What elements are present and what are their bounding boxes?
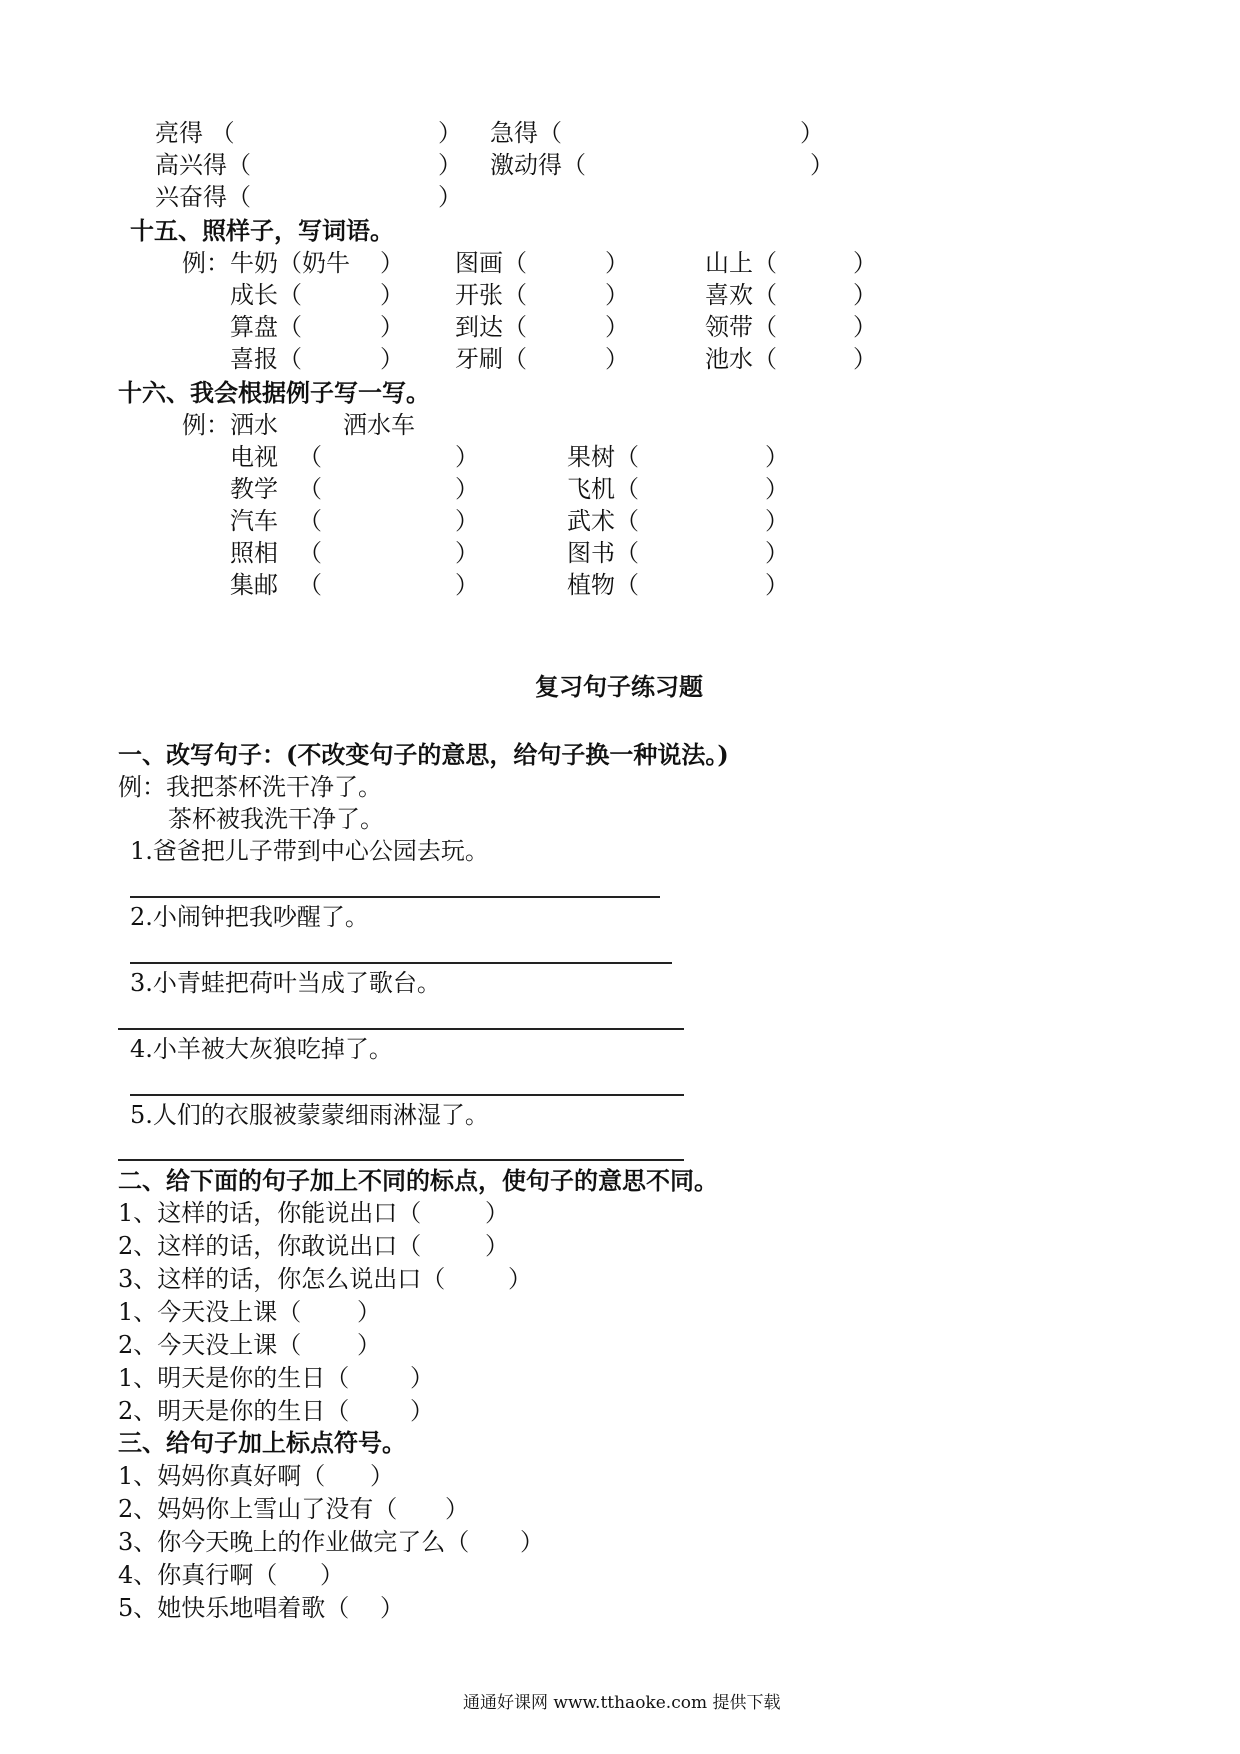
paren-close: ） — [455, 539, 479, 567]
paren-close: ） — [438, 183, 462, 211]
paren-close: ） — [455, 571, 479, 599]
word-item: 成长（ — [230, 281, 302, 309]
de-word: 亮得 （ — [155, 119, 235, 147]
part-1-title: 一、改写句子：(不改变句子的意思，给句子换一种说法。) — [118, 740, 729, 769]
paren-close: ） — [380, 249, 404, 277]
word-item: 果树（ — [567, 443, 639, 471]
punct-item: 3、你今天晚上的作业做完了么（ — [118, 1528, 470, 1556]
paren-open: （ — [298, 507, 322, 535]
example-sentence: 例：我把茶杯洗干净了。 — [118, 773, 382, 801]
paren-close: ） — [380, 345, 404, 373]
page-title: 复习句子练习题 — [535, 672, 703, 701]
paren-open: （ — [298, 571, 322, 599]
punct-item: 1、今天没上课（ — [118, 1298, 302, 1326]
paren-close: ） — [438, 151, 462, 179]
word-item: 喜欢（ — [705, 281, 777, 309]
word-item: 喜报（ — [230, 345, 302, 373]
paren-close: ） — [410, 1397, 434, 1425]
word-item: 山上（ — [705, 249, 777, 277]
paren-close: ） — [765, 539, 789, 567]
paren-close: ） — [853, 281, 877, 309]
word-item: 集邮 — [230, 571, 278, 599]
answer-line[interactable] — [118, 1159, 684, 1161]
paren-close: ） — [455, 507, 479, 535]
word-item: 牙刷（ — [455, 345, 527, 373]
word-item: 电视 — [230, 443, 278, 471]
answer-line[interactable] — [130, 896, 660, 898]
rewrite-item: 4.小羊被大灰狼吃掉了。 — [130, 1035, 393, 1063]
de-word: 激动得（ — [490, 151, 586, 179]
punct-item: 5、她快乐地唱着歌（ — [118, 1594, 350, 1622]
word-item: 领带（ — [705, 313, 777, 341]
answer-line[interactable] — [130, 962, 672, 964]
paren-close: ） — [455, 475, 479, 503]
word-item: 算盘（ — [230, 313, 302, 341]
rewrite-item: 1.爸爸把儿子带到中心公园去玩。 — [130, 837, 489, 865]
section-16-title: 十六、我会根据例子写一写。 — [118, 378, 430, 407]
word-item: 教学 — [230, 475, 278, 503]
paren-close: ） — [410, 1364, 434, 1392]
paren-open: （ — [298, 475, 322, 503]
part-3-title: 三、给句子加上标点符号。 — [118, 1428, 406, 1457]
word-item: 池水（ — [705, 345, 777, 373]
paren-close: ） — [485, 1199, 509, 1227]
example-rewrite: 茶杯被我洗干净了。 — [168, 805, 384, 833]
paren-close: ） — [357, 1331, 381, 1359]
punct-item: 2、妈妈你上雪山了没有（ — [118, 1495, 398, 1523]
punct-item: 2、今天没上课（ — [118, 1331, 302, 1359]
paren-close: ） — [853, 249, 877, 277]
example-answer: 洒水车 — [343, 411, 415, 439]
paren-close: ） — [445, 1495, 469, 1523]
paren-close: ） — [800, 119, 824, 147]
paren-close: ） — [320, 1561, 344, 1589]
paren-close: ） — [605, 281, 629, 309]
paren-close: ） — [853, 345, 877, 373]
paren-close: ） — [810, 151, 834, 179]
punct-item: 1、明天是你的生日（ — [118, 1364, 350, 1392]
answer-line[interactable] — [130, 1094, 684, 1096]
punct-item: 1、这样的话，你能说出口（ — [118, 1199, 422, 1227]
paren-close: ） — [520, 1528, 544, 1556]
paren-close: ） — [380, 281, 404, 309]
paren-close: ） — [765, 475, 789, 503]
word-item: 图书（ — [567, 539, 639, 567]
paren-close: ） — [357, 1298, 381, 1326]
paren-close: ） — [370, 1462, 394, 1490]
paren-close: ） — [380, 313, 404, 341]
paren-close: ） — [605, 249, 629, 277]
paren-close: ） — [605, 345, 629, 373]
word-item: 牛奶（奶牛 — [230, 249, 350, 277]
paren-close: ） — [455, 443, 479, 471]
paren-close: ） — [485, 1232, 509, 1260]
de-word: 急得（ — [490, 119, 562, 147]
de-word: 高兴得（ — [155, 151, 251, 179]
word-item: 到达（ — [455, 313, 527, 341]
word-item: 武术（ — [567, 507, 639, 535]
paren-close: ） — [508, 1265, 532, 1293]
example-word: 例：洒水 — [182, 411, 278, 439]
footer-text: 通通好课网 www.tthaoke.com 提供下载 — [463, 1693, 781, 1713]
paren-open: （ — [298, 539, 322, 567]
paren-close: ） — [765, 507, 789, 535]
word-item: 照相 — [230, 539, 278, 567]
paren-close: ） — [605, 313, 629, 341]
punct-item: 4、你真行啊（ — [118, 1561, 278, 1589]
word-item: 汽车 — [230, 507, 278, 535]
rewrite-item: 2.小闹钟把我吵醒了。 — [130, 903, 369, 931]
punct-item: 3、这样的话，你怎么说出口（ — [118, 1265, 446, 1293]
rewrite-item: 5.人们的衣服被蒙蒙细雨淋湿了。 — [130, 1101, 489, 1129]
paren-close: ） — [853, 313, 877, 341]
word-item: 图画（ — [455, 249, 527, 277]
paren-close: ） — [380, 1594, 404, 1622]
punct-item: 2、这样的话，你敢说出口（ — [118, 1232, 422, 1260]
section-15-title: 十五、照样子，写词语。 — [130, 216, 394, 245]
example-label: 例： — [182, 249, 230, 277]
word-item: 植物（ — [567, 571, 639, 599]
part-2-title: 二、给下面的句子加上不同的标点，使句子的意思不同。 — [118, 1166, 718, 1195]
punct-item: 1、妈妈你真好啊（ — [118, 1462, 326, 1490]
rewrite-item: 3.小青蛙把荷叶当成了歌台。 — [130, 969, 441, 997]
paren-close: ） — [765, 571, 789, 599]
word-item: 开张（ — [455, 281, 527, 309]
punct-item: 2、明天是你的生日（ — [118, 1397, 350, 1425]
paren-open: （ — [298, 443, 322, 471]
de-word: 兴奋得（ — [155, 183, 251, 211]
answer-line[interactable] — [118, 1028, 684, 1030]
paren-close: ） — [438, 119, 462, 147]
paren-close: ） — [765, 443, 789, 471]
word-item: 飞机（ — [567, 475, 639, 503]
